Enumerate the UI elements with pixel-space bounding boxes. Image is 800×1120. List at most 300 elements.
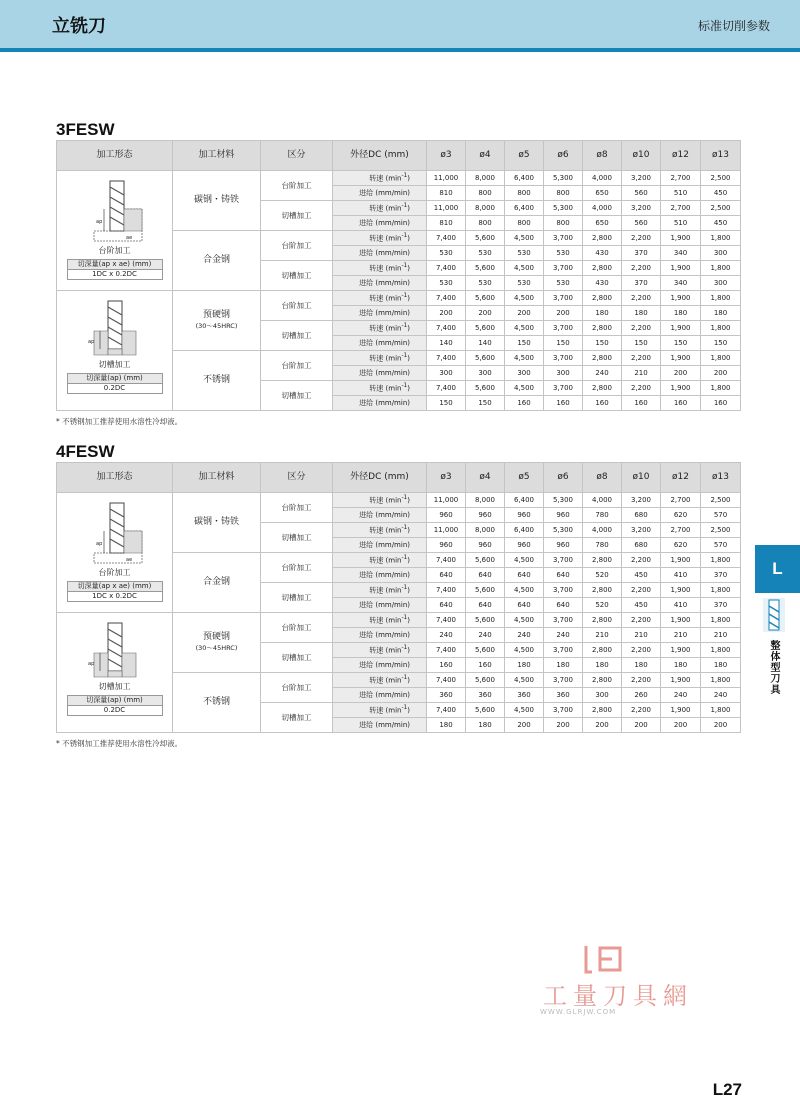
- value-cell: 2,700: [661, 523, 701, 538]
- param-feed: 进给 (mm/min): [333, 688, 427, 703]
- value-cell: 800: [544, 216, 583, 231]
- value-cell: 240: [661, 688, 701, 703]
- value-cell: 240: [427, 628, 466, 643]
- value-cell: 8,000: [466, 493, 505, 508]
- value-cell: 960: [505, 508, 544, 523]
- value-cell: 4,500: [505, 703, 544, 718]
- value-cell: 2,200: [622, 231, 661, 246]
- svg-text:ap: ap: [95, 219, 102, 225]
- value-cell: 6,400: [505, 171, 544, 186]
- value-cell: 240: [466, 628, 505, 643]
- value-cell: 300: [466, 366, 505, 381]
- shape-cell-step: [57, 171, 173, 291]
- value-cell: 1,900: [661, 583, 701, 598]
- section-title: 标准切削参数: [697, 19, 770, 33]
- depth-box-step: [67, 259, 163, 280]
- value-cell: 210: [622, 366, 661, 381]
- watermark-text: 工量刀具網: [543, 982, 693, 1010]
- header-material: 加工材料: [173, 141, 261, 171]
- section-step: 台阶加工: [261, 613, 333, 643]
- value-cell: 5,600: [466, 553, 505, 568]
- value-cell: 160: [661, 396, 701, 411]
- value-cell: 6,400: [505, 201, 544, 216]
- value-cell: 8,000: [466, 171, 505, 186]
- value-cell: 2,200: [622, 553, 661, 568]
- value-cell: 180: [701, 658, 741, 673]
- value-cell: 3,700: [544, 351, 583, 366]
- value-cell: 200: [701, 366, 741, 381]
- value-cell: 4,000: [583, 201, 622, 216]
- value-cell: 810: [427, 216, 466, 231]
- value-cell: 530: [544, 246, 583, 261]
- depth-value: 1DC x 0.2DC: [92, 592, 137, 600]
- depth-title: 切深量(ap) (mm): [68, 374, 162, 384]
- value-cell: 3,700: [544, 231, 583, 246]
- value-cell: 160: [583, 396, 622, 411]
- value-cell: 7,400: [427, 613, 466, 628]
- svg-text:ap: ap: [87, 661, 94, 667]
- value-cell: 2,200: [622, 291, 661, 306]
- depth-box-slot: [67, 695, 163, 716]
- diameter-label: ø5: [505, 463, 544, 493]
- value-cell: 8,000: [466, 201, 505, 216]
- value-cell: 640: [544, 568, 583, 583]
- param-feed: 进给 (mm/min): [333, 598, 427, 613]
- header-diameter: 外径DC (mm): [333, 463, 427, 493]
- value-cell: 620: [661, 538, 701, 553]
- section-slot: 切槽加工: [261, 523, 333, 553]
- section-slot: 切槽加工: [261, 261, 333, 291]
- model-name-3fesw: 3FESW: [56, 120, 115, 139]
- value-cell: 4,000: [583, 523, 622, 538]
- value-cell: 530: [544, 276, 583, 291]
- value-cell: 6,400: [505, 493, 544, 508]
- header-shape: 加工形态: [57, 141, 173, 171]
- chapter-tab: L: [755, 545, 800, 593]
- value-cell: 200: [544, 718, 583, 733]
- value-cell: 3,700: [544, 613, 583, 628]
- value-cell: 7,400: [427, 703, 466, 718]
- value-cell: 1,900: [661, 673, 701, 688]
- value-cell: 960: [427, 508, 466, 523]
- param-feed: 进给 (mm/min): [333, 306, 427, 321]
- value-cell: 150: [466, 396, 505, 411]
- step-caption: 台阶加工: [98, 568, 131, 577]
- header-diameter: 外径DC (mm): [333, 141, 427, 171]
- value-cell: 4,500: [505, 261, 544, 276]
- cutting-table-4fesw: [56, 462, 741, 733]
- param-speed: 转速 $(\min^{-1})$: [333, 261, 427, 276]
- value-cell: 2,500: [701, 523, 741, 538]
- value-cell: 570: [701, 538, 741, 553]
- value-cell: 1,800: [701, 321, 741, 336]
- value-cell: 140: [427, 336, 466, 351]
- value-cell: 200: [583, 718, 622, 733]
- chapter-label: 整体型刀具: [768, 640, 779, 695]
- value-cell: 200: [505, 306, 544, 321]
- param-speed: 转速 $(\min^{-1})$: [333, 703, 427, 718]
- value-cell: 2,200: [622, 381, 661, 396]
- value-cell: 150: [505, 336, 544, 351]
- value-cell: 3,200: [622, 201, 661, 216]
- header-material: 加工材料: [173, 463, 261, 493]
- svg-text:ae: ae: [125, 235, 132, 241]
- table-header-row: [57, 141, 741, 171]
- shape-cell-slot: [57, 613, 173, 733]
- table-row: [57, 291, 741, 306]
- value-cell: 200: [701, 718, 741, 733]
- value-cell: 5,600: [466, 261, 505, 276]
- param-speed: 转速 $(\min^{-1})$: [333, 673, 427, 688]
- section-slot: 切槽加工: [261, 381, 333, 411]
- section-step: 台阶加工: [261, 493, 333, 523]
- value-cell: 4,000: [583, 493, 622, 508]
- diameter-label: ø4: [466, 141, 505, 171]
- depth-value: 1DC x 0.2DC: [92, 270, 137, 278]
- value-cell: 160: [466, 658, 505, 673]
- value-cell: 2,800: [583, 673, 622, 688]
- page-number: L27: [712, 1080, 742, 1099]
- value-cell: 1,900: [661, 261, 701, 276]
- value-cell: 510: [661, 216, 701, 231]
- value-cell: 1,800: [701, 553, 741, 568]
- material-alloy: 合金钢: [173, 553, 261, 613]
- value-cell: 450: [622, 568, 661, 583]
- value-cell: 800: [544, 186, 583, 201]
- svg-text:ap: ap: [87, 339, 94, 345]
- value-cell: 11,000: [427, 523, 466, 538]
- value-cell: 7,400: [427, 231, 466, 246]
- param-feed: 进给 (mm/min): [333, 216, 427, 231]
- diameter-label: ø13: [701, 141, 741, 171]
- value-cell: 1,900: [661, 553, 701, 568]
- value-cell: 3,700: [544, 261, 583, 276]
- value-cell: 530: [505, 246, 544, 261]
- value-cell: 530: [466, 246, 505, 261]
- svg-text:ae: ae: [125, 557, 132, 563]
- value-cell: 2,800: [583, 321, 622, 336]
- param-speed: 转速 $(\min^{-1})$: [333, 613, 427, 628]
- section-step: 台阶加工: [261, 673, 333, 703]
- depth-title: 切深量(ap x ae) (mm): [68, 582, 162, 592]
- param-speed: 转速 $(\min^{-1})$: [333, 201, 427, 216]
- diameter-label: ø3: [427, 463, 466, 493]
- value-cell: 5,300: [544, 493, 583, 508]
- value-cell: 2,800: [583, 703, 622, 718]
- value-cell: 370: [701, 568, 741, 583]
- value-cell: 7,400: [427, 381, 466, 396]
- value-cell: 7,400: [427, 583, 466, 598]
- material-carbon: 碳钢・铸铁: [173, 171, 261, 231]
- step-caption: 台阶加工: [98, 246, 131, 255]
- value-cell: 1,800: [701, 673, 741, 688]
- value-cell: 160: [622, 396, 661, 411]
- param-speed: 转速 $(\min^{-1})$: [333, 493, 427, 508]
- value-cell: 150: [427, 396, 466, 411]
- value-cell: 1,900: [661, 381, 701, 396]
- value-cell: 5,600: [466, 613, 505, 628]
- param-feed: 进给 (mm/min): [333, 276, 427, 291]
- param-speed: 转速 $(\min^{-1})$: [333, 381, 427, 396]
- value-cell: 180: [583, 658, 622, 673]
- value-cell: 210: [622, 628, 661, 643]
- value-cell: 960: [544, 508, 583, 523]
- value-cell: 2,200: [622, 351, 661, 366]
- param-speed: 转速 $(\min^{-1})$: [333, 553, 427, 568]
- value-cell: 360: [427, 688, 466, 703]
- section-step: 台阶加工: [261, 231, 333, 261]
- diameter-label: ø6: [544, 463, 583, 493]
- value-cell: 5,600: [466, 231, 505, 246]
- value-cell: 2,200: [622, 583, 661, 598]
- header-section: 区分: [261, 463, 333, 493]
- page-header: [0, 0, 800, 48]
- param-speed: 转速 $(\min^{-1})$: [333, 321, 427, 336]
- value-cell: 3,200: [622, 523, 661, 538]
- value-cell: 180: [505, 658, 544, 673]
- value-cell: 240: [701, 688, 741, 703]
- value-cell: 200: [466, 306, 505, 321]
- value-cell: 1,800: [701, 261, 741, 276]
- value-cell: 530: [505, 276, 544, 291]
- value-cell: 3,700: [544, 673, 583, 688]
- param-speed: 转速 $(\min^{-1})$: [333, 291, 427, 306]
- value-cell: 180: [622, 306, 661, 321]
- value-cell: 11,000: [427, 493, 466, 508]
- value-cell: 5,300: [544, 523, 583, 538]
- diameter-label: ø10: [622, 463, 661, 493]
- value-cell: 2,800: [583, 231, 622, 246]
- value-cell: 640: [466, 598, 505, 613]
- value-cell: 1,800: [701, 583, 741, 598]
- value-cell: 2,800: [583, 553, 622, 568]
- value-cell: 520: [583, 598, 622, 613]
- slot-caption: 切槽加工: [98, 682, 131, 691]
- value-cell: 180: [661, 658, 701, 673]
- value-cell: 1,900: [661, 351, 701, 366]
- diameter-label: ø5: [505, 141, 544, 171]
- value-cell: 1,800: [701, 381, 741, 396]
- value-cell: 1,900: [661, 321, 701, 336]
- diameter-label: ø4: [466, 463, 505, 493]
- value-cell: 1,800: [701, 613, 741, 628]
- value-cell: 3,700: [544, 553, 583, 568]
- value-cell: 2,200: [622, 613, 661, 628]
- value-cell: 200: [661, 718, 701, 733]
- value-cell: 200: [544, 306, 583, 321]
- end-mill-thumbnail-icon: [763, 598, 785, 632]
- model-name-4fesw: 4FESW: [56, 442, 115, 461]
- value-cell: 560: [622, 186, 661, 201]
- value-cell: 370: [701, 598, 741, 613]
- param-speed: 转速 $(\min^{-1})$: [333, 171, 427, 186]
- param-speed: 转速 $(\min^{-1})$: [333, 583, 427, 598]
- value-cell: 2,800: [583, 613, 622, 628]
- value-cell: 640: [427, 598, 466, 613]
- value-cell: 4,500: [505, 231, 544, 246]
- value-cell: 1,900: [661, 291, 701, 306]
- value-cell: 1,900: [661, 643, 701, 658]
- diameter-label: ø12: [661, 141, 701, 171]
- slot-milling-diagram-icon: [80, 621, 150, 679]
- param-speed: 转速 $(\min^{-1})$: [333, 523, 427, 538]
- material-carbon: 碳钢・铸铁: [173, 493, 261, 553]
- value-cell: 160: [427, 658, 466, 673]
- section-step: 台阶加工: [261, 291, 333, 321]
- value-cell: 3,200: [622, 493, 661, 508]
- value-cell: 680: [622, 538, 661, 553]
- param-feed: 进给 (mm/min): [333, 568, 427, 583]
- value-cell: 3,700: [544, 703, 583, 718]
- depth-value: 0.2DC: [103, 706, 126, 714]
- value-cell: 3,700: [544, 381, 583, 396]
- value-cell: 530: [427, 246, 466, 261]
- value-cell: 640: [466, 568, 505, 583]
- value-cell: 300: [544, 366, 583, 381]
- value-cell: 450: [701, 186, 741, 201]
- value-cell: 150: [622, 336, 661, 351]
- value-cell: 800: [466, 186, 505, 201]
- depth-box-slot: [67, 373, 163, 394]
- value-cell: 2,700: [661, 201, 701, 216]
- diameter-label: ø8: [583, 463, 622, 493]
- diameter-label: ø12: [661, 463, 701, 493]
- value-cell: 2,200: [622, 673, 661, 688]
- value-cell: 1,800: [701, 703, 741, 718]
- value-cell: 960: [427, 538, 466, 553]
- value-cell: 7,400: [427, 351, 466, 366]
- value-cell: 640: [427, 568, 466, 583]
- header-shape: 加工形态: [57, 463, 173, 493]
- value-cell: 150: [701, 336, 741, 351]
- value-cell: 640: [505, 568, 544, 583]
- value-cell: 200: [505, 718, 544, 733]
- value-cell: 7,400: [427, 261, 466, 276]
- value-cell: 4,500: [505, 291, 544, 306]
- value-cell: 530: [427, 276, 466, 291]
- param-feed: 进给 (mm/min): [333, 336, 427, 351]
- value-cell: 5,600: [466, 673, 505, 688]
- value-cell: 2,800: [583, 351, 622, 366]
- value-cell: 800: [466, 216, 505, 231]
- value-cell: 960: [466, 538, 505, 553]
- value-cell: 150: [583, 336, 622, 351]
- value-cell: 160: [544, 396, 583, 411]
- value-cell: 5,600: [466, 643, 505, 658]
- section-slot: 切槽加工: [261, 703, 333, 733]
- section-step: 台阶加工: [261, 171, 333, 201]
- table-row: [57, 493, 741, 508]
- value-cell: 2,500: [701, 171, 741, 186]
- param-feed: 进给 (mm/min): [333, 628, 427, 643]
- value-cell: 7,400: [427, 291, 466, 306]
- value-cell: 800: [505, 186, 544, 201]
- value-cell: 4,500: [505, 351, 544, 366]
- value-cell: 450: [622, 598, 661, 613]
- table-header-row: [57, 463, 741, 493]
- value-cell: 1,900: [661, 231, 701, 246]
- value-cell: 4,500: [505, 673, 544, 688]
- value-cell: 150: [544, 336, 583, 351]
- value-cell: 180: [466, 718, 505, 733]
- table-row: [57, 171, 741, 186]
- value-cell: 780: [583, 508, 622, 523]
- value-cell: 210: [701, 628, 741, 643]
- value-cell: 2,700: [661, 493, 701, 508]
- value-cell: 5,300: [544, 171, 583, 186]
- value-cell: 430: [583, 276, 622, 291]
- value-cell: 3,700: [544, 291, 583, 306]
- slot-milling-diagram-icon: [80, 299, 150, 357]
- value-cell: 960: [544, 538, 583, 553]
- value-cell: 2,700: [661, 171, 701, 186]
- footnote-4fesw: * 不锈钢加工推荐使用水溶性冷却液。: [56, 739, 183, 748]
- depth-box-step: [67, 581, 163, 602]
- depth-title: 切深量(ap) (mm): [68, 696, 162, 706]
- value-cell: 1,800: [701, 643, 741, 658]
- value-cell: 4,500: [505, 643, 544, 658]
- value-cell: 180: [544, 658, 583, 673]
- value-cell: 4,500: [505, 553, 544, 568]
- value-cell: 430: [583, 246, 622, 261]
- value-cell: 340: [661, 276, 701, 291]
- material-hardened: 预硬钢 (30～45HRC): [173, 613, 261, 673]
- value-cell: 5,600: [466, 321, 505, 336]
- value-cell: 1,800: [701, 231, 741, 246]
- param-feed: 进给 (mm/min): [333, 366, 427, 381]
- value-cell: 7,400: [427, 321, 466, 336]
- value-cell: 180: [661, 306, 701, 321]
- value-cell: 2,200: [622, 643, 661, 658]
- value-cell: 560: [622, 216, 661, 231]
- value-cell: 370: [622, 276, 661, 291]
- value-cell: 960: [505, 538, 544, 553]
- value-cell: 650: [583, 216, 622, 231]
- value-cell: 340: [661, 246, 701, 261]
- value-cell: 3,200: [622, 171, 661, 186]
- value-cell: 1,900: [661, 613, 701, 628]
- value-cell: 620: [661, 508, 701, 523]
- value-cell: 4,000: [583, 171, 622, 186]
- material-alloy: 合金钢: [173, 231, 261, 291]
- value-cell: 680: [622, 508, 661, 523]
- param-feed: 进给 (mm/min): [333, 718, 427, 733]
- value-cell: 150: [661, 336, 701, 351]
- value-cell: 3,700: [544, 643, 583, 658]
- diameter-label: ø13: [701, 463, 741, 493]
- value-cell: 4,500: [505, 381, 544, 396]
- value-cell: 8,000: [466, 523, 505, 538]
- param-feed: 进给 (mm/min): [333, 396, 427, 411]
- value-cell: 300: [505, 366, 544, 381]
- value-cell: 640: [505, 598, 544, 613]
- diameter-label: ø6: [544, 141, 583, 171]
- header-rule: [0, 48, 800, 52]
- section-step: 台阶加工: [261, 553, 333, 583]
- param-speed: 转速 $(\min^{-1})$: [333, 231, 427, 246]
- section-slot: 切槽加工: [261, 643, 333, 673]
- value-cell: 11,000: [427, 171, 466, 186]
- value-cell: 800: [505, 216, 544, 231]
- value-cell: 5,300: [544, 201, 583, 216]
- page-title: 立铣刀: [52, 16, 106, 37]
- param-feed: 进给 (mm/min): [333, 508, 427, 523]
- value-cell: 2,500: [701, 493, 741, 508]
- value-cell: 5,600: [466, 583, 505, 598]
- value-cell: 960: [466, 508, 505, 523]
- watermark-logo-icon: [582, 944, 626, 974]
- value-cell: 300: [427, 366, 466, 381]
